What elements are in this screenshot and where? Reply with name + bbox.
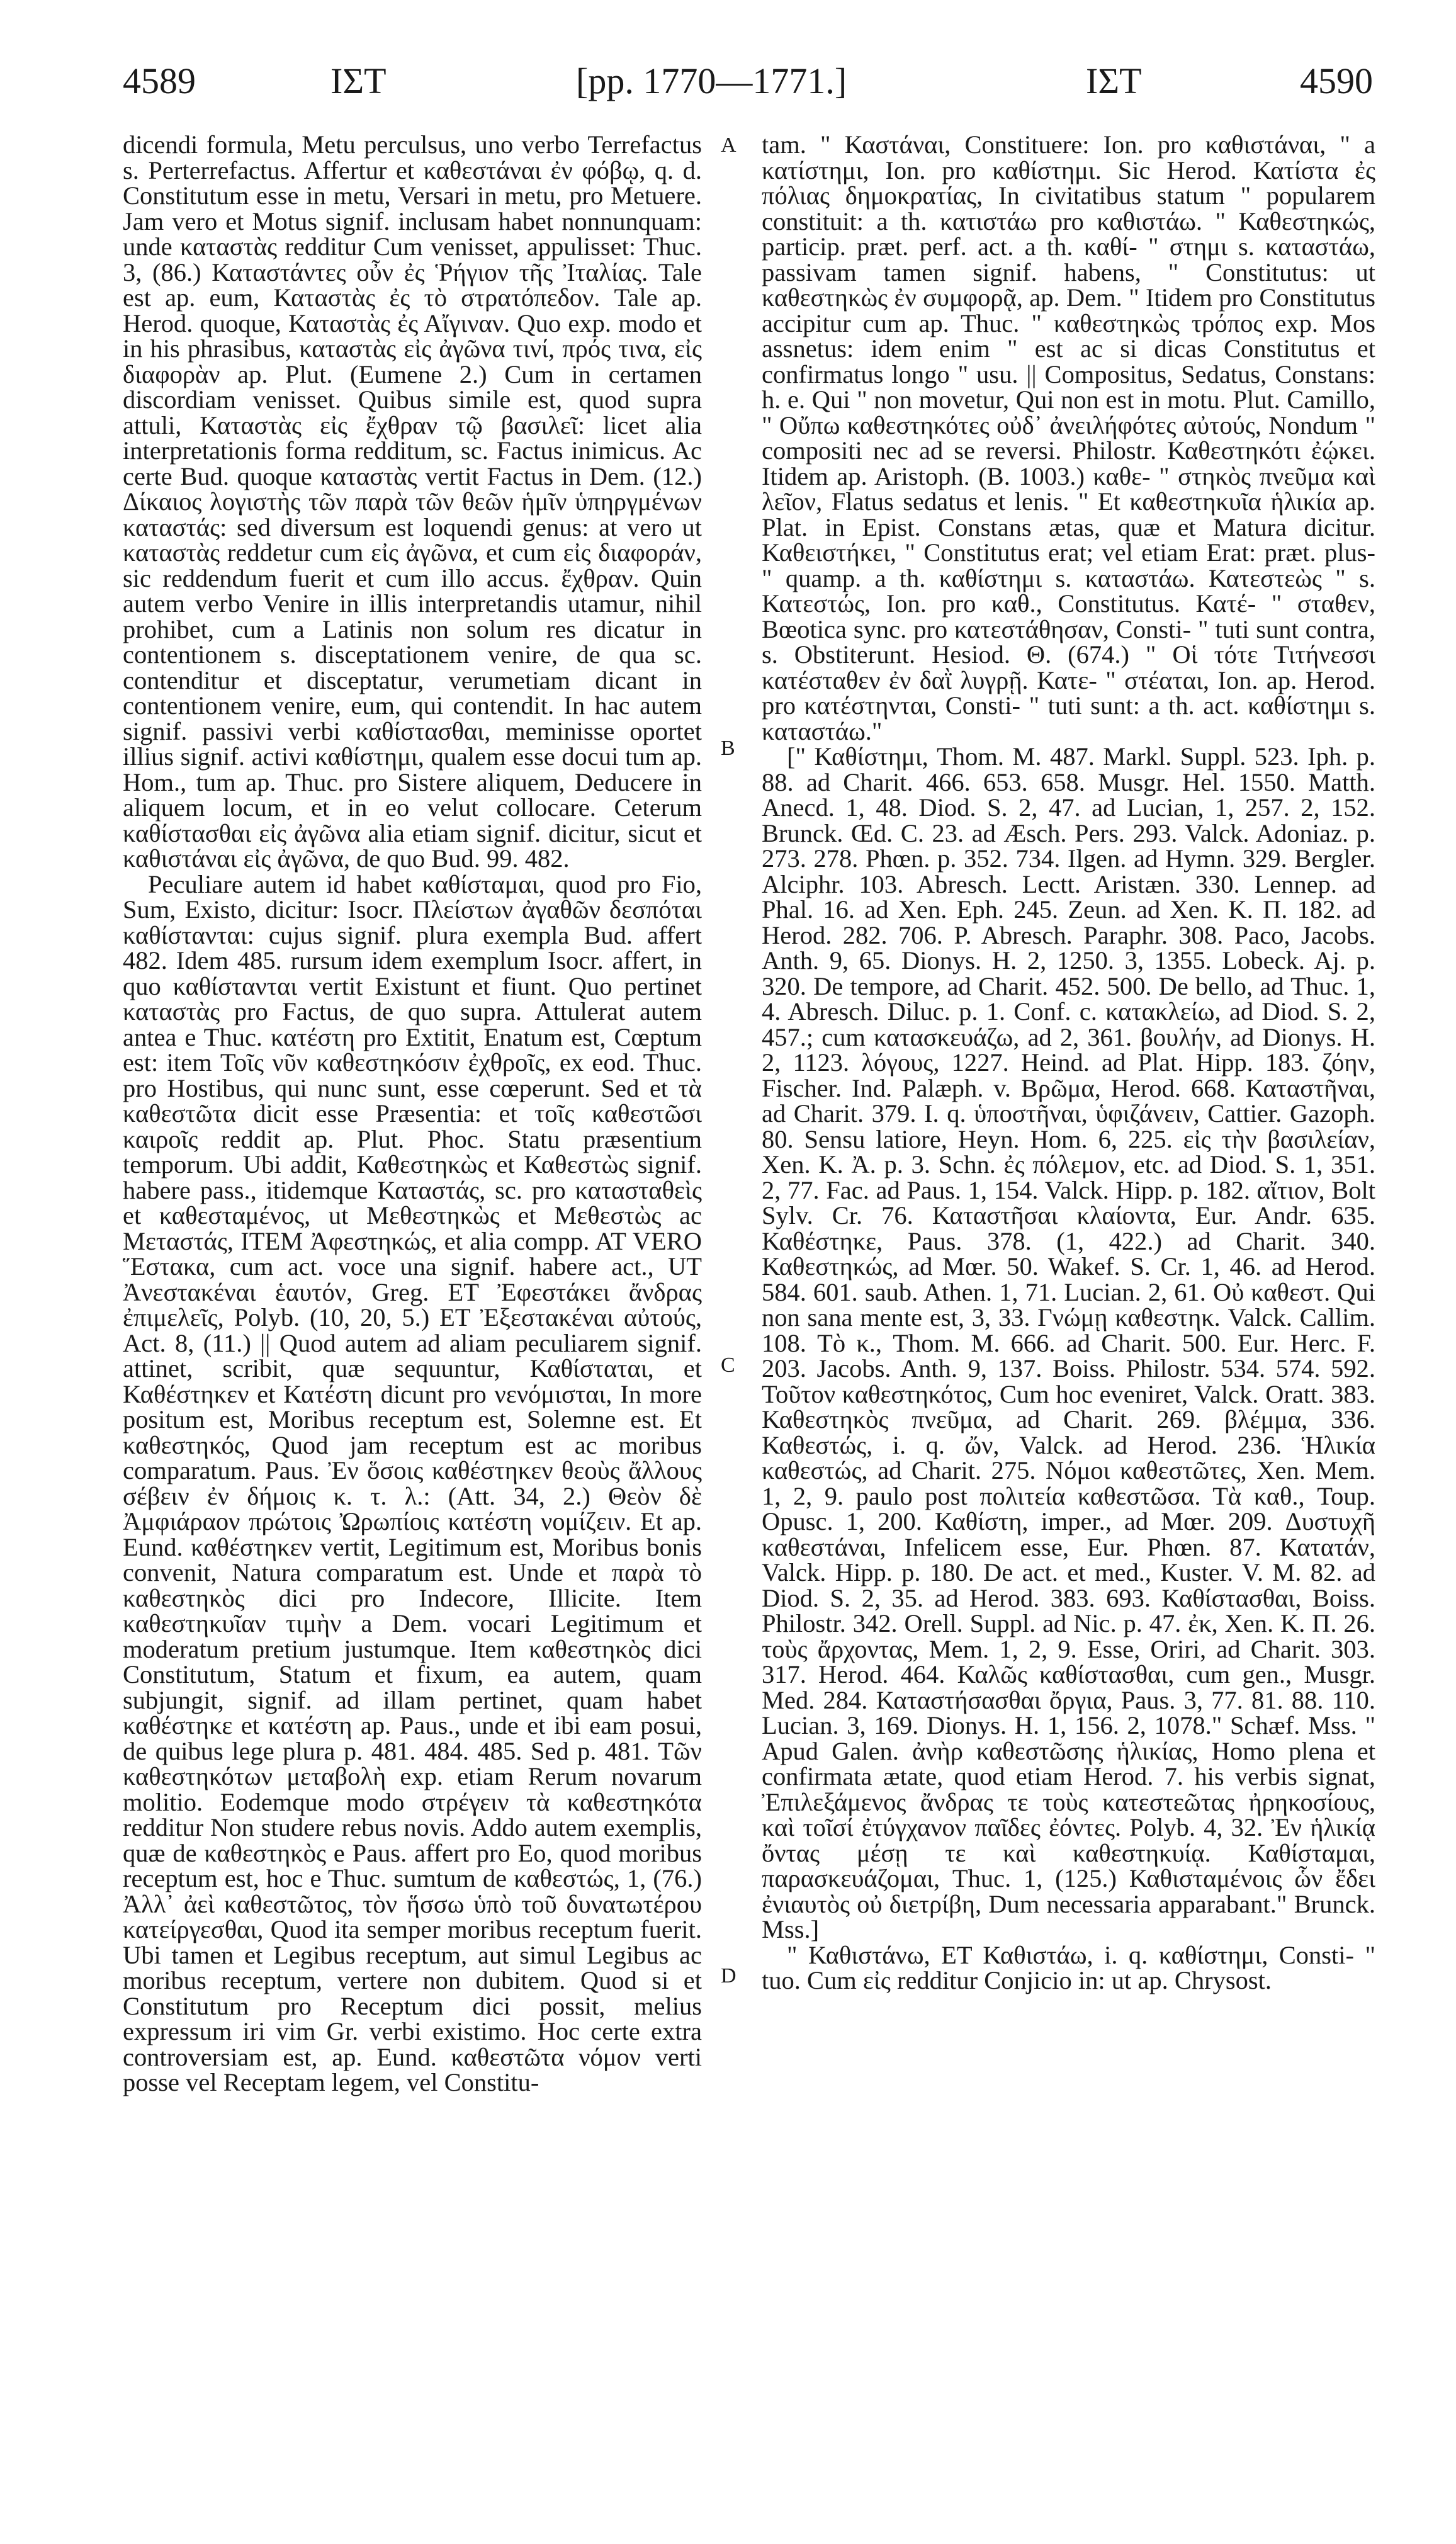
left-running-head: ΙΣΤ [330, 60, 387, 101]
paragraph: dicendi formula, Metu perculsus, uno verbo Terrefactus s. Perterrefactus. Affertur et καθεστάναι ἐν φόβῳ, q. d. Constitutum esse in metu, Versari in metu, pro Metuere. Jam vero et Motus signif. inclusam habet nonnunquam: unde καταστὰς redditur Cum venisset, appulisset: Thuc. 3, (86.) Καταστάντες οὖν ἐς Ῥήγιον τῆς Ἰταλίας. Tale est ap. eum, Καταστὰς ἐς τὸ στρατόπεδον. Tale ap. Herod. quoque, Καταστὰς ἐς Αἴγιναν. Quo exp. modo et in his phrasibus, καταστὰς εἰς ἀγῶνα τινί, πρός τινα, εἰς διαφορὰν ap. Plut. (Eumene 2.) Cum in certamen discordiam venisset. Quibus simile est, quod supra attuli, Καταστὰς εἰς ἔχθραν τῷ βασιλεῖ: licet alia interpretationis forma redditum, sc. Factus inimicus. Ac certe Bud. quoque καταστὰς vertit Factus in Dem. (12.) Δίκαιος λογιστὴς τῶν παρὰ τῶν θεῶν ἡμῖν ὑπηργμένων καταστάς: sed diversum est loquendi genus: at vero ut καταστὰς reddetur cum εἰς ἀγῶνα, et cum εἰς διαφοράν, sic reddendum fuerit et cum illo accus. ἔχθραν. Quin autem verbo Venire in illis interpretandis utamur, nihil prohibet, cum a Latinis non solum res dicatur in contentionem s. disceptationem venire, de qua sc. contenditur et disceptatur, verumetiam dicant in contentionem venire, eum, qui contendit. In hac autem signif. passivi verbi καθίστασθαι, meminisse oportet illius signif. activi καθίστημι, qualem esse docui tum ap. Hom., tum ap. Thuc. pro Sistere aliquem, Deducere in aliquem locum, et in eo velut collocare. Ceterum καθίστασθαι εἰς ἀγῶνα alia etiam signif. dicitur, sicut et καθιστάναι εἰς ἀγῶνα, de quo Bud. 99. 482. [123, 132, 702, 873]
section-marker-a: A [721, 133, 736, 157]
section-marker-d: D [721, 1964, 736, 1987]
left-page-number: 4589 [123, 60, 196, 101]
running-header [123, 60, 1375, 116]
section-marker-c: C [721, 1354, 735, 1377]
right-running-head: ΙΣΤ [1086, 60, 1142, 101]
paragraph: Peculiare autem id habet καθίσταμαι, quod pro Fio, Sum, Existo, dicitur: Isocr. Πλείστων ἀγαθῶν δεσπόται καθίστανται: cujus signif. plura exempla Bud. affert 482. Idem 485. rursum idem exemplum Isocr. affert, in quo καθίστανται vertit Existunt et fiunt. Quo pertinet καταστὰς pro Factus, de quo supra. Attulerat autem antea e Thuc. κατέστη pro Extitit, Enatum est, Cœptum est: item Τοῖς νῦν καθεστηκόσιν ἐχθροῖς, ex eod. Thuc. pro Hostibus, qui nunc sunt, esse cœperunt. Sed et τὰ καθεστῶτα dicit esse Præsentia: et τοῖς καθεστῶσι καιροῖς reddit ap. Plut. Phoc. Statu præsentium temporum. Ubi addit, Καθεστηκὼς et Καθεστὼς signif. habere pass., itidemque Καταστάς, sc. pro κατασταθεὶς et καθεσταμένος, ut Μεθεστηκὼς et Μεθεστὼς ac Μεταστάς, ITEM Ἀφεστηκώς, et alia compp. AT VERO Ἕστακα, cum act. voce una signif. habere act., UT Ἀνεστακέναι ἑαυτόν, Greg. ET Ἐφεστάκει ἄνδρας ἐπιμελεῖς, Polyb. (10, 20, 5.) ET Ἐξεστακέναι αὐτούς, Act. 8, (11.) || Quod autem ad aliam peculiarem signif. attinet, scribit, quæ sequuntur, Καθίσταται, et Καθέστηκεν et Κατέστη dicunt pro νενόμισται, In more positum est, Moribus receptum est, Solemne est. Et καθεστηκός, Quod jam receptum est ac moribus comparatum. Paus. Ἐν ὅσοις καθέστηκεν θεοὺς ἄλλους σέβειν ἐν δήμοις κ. τ. λ.: (Att. 34, 2.) Θεὸν δὲ Ἀμφιάραον πρώτοις Ὠρωπίοις κατέστη νομίζειν. Et ap. Eund. καθέστηκεν vertit, Legitimum est, Moribus bonis convenit, Natura comparatum est. Unde et παρὰ τὸ καθεστηκὸς dici pro Indecore, Illicite. Item καθεστηκυῖαν τιμὴν a Dem. vocari Legitimum et moderatum pretium justumque. Item καθεστηκὸς dici Constitutum, Statum et fixum, ea autem, quam subjungit, signif. ad illam pertinet, quam habet καθέστηκε et κατέστη ap. Paus., unde et ibi eam posui, de quibus lege plura p. 481. 484. 485. Sed p. 481. Τῶν καθεστηκότων μεταβολὴ exp. etiam Rerum novarum molitio. Eodemque modo στρέγειν τὰ καθεστηκότα redditur Non studere rebus novis. Addo autem exemplis, quæ de καθεστηκὸς e Paus. affert pro Eo, quod moribus receptum est, hoc e Thuc. sumtum de καθεστώς, 1, (76.) Ἀλλ᾽ ἀεὶ καθεστῶτος, τὸν ἥσσω ὑπὸ τοῦ δυνατωτέρου κατείργεσθαι, Quod ita semper moribus receptum fuerit. Ubi tamen et Legibus receptum, aut simul Legibus ac moribus receptum, vertere non dubitem. Quod si et Constitutum pro Receptum dici possit, melius expressum iri vim Gr. verbi existimo. Hoc certe extra controversiam est, ap. Eund. καθεστῶτα νόμον verti posse vel Receptam legem, vel Constitu- [123, 869, 702, 2096]
right-column [762, 132, 1375, 2487]
right-page-number: 4590 [1300, 60, 1373, 101]
paragraph: [" Καθίστημι, Thom. M. 487. Markl. Suppl. 523. Iph. p. 88. ad Charit. 466. 653. 658. Musgr. Hel. 1550. Matth. Anecd. 1, 48. Diod. S. 2, 47. ad Lucian, 1, 257. 2, 152. Brunck. Œd. C. 23. ad Æsch. Pers. 293. Valck. Adoniaz. p. 273. 278. Phœn. p. 352. 734. Ilgen. ad Hymn. 329. Bergler. Alciphr. 103. Abresch. Lectt. Aristæn. 330. Lennep. ad Phal. 16. ad Xen. Eph. 245. Zeun. ad Xen. K. Π. 182. ad Herod. 282. 706. P. Abresch. Paraphr. 308. Paco, Jacobs. Anth. 9, 65. Dionys. H. 2, 1250. 3, 1355. Lobeck. Aj. p. 320. De tempore, ad Charit. 452. 500. De bello, ad Thuc. 1, 4. Abresch. Diluc. p. 1. Conf. c. κατακλείω, ad Diod. S. 2, 457.; cum κατασκευάζω, ad 2, 361. βουλήν, ad Dionys. H. 2, 1123. λόγους, 1227. Heind. ad Plat. Hipp. 183. ζόην, Fischer. Ind. Palæph. v. Βρῶμα, Herod. 668. Καταστῆναι, ad Charit. 379. I. q. ὑποστῆναι, ὑφιζάνειν, Cattier. Gazoph. 80. Sensu latiore, Heyn. Hom. 6, 225. εἰς τὴν βασιλείαν, Xen. K. Ἀ. p. 3. Schn. ἐς πόλεμον, etc. ad Diod. S. 1, 351. 2, 77. Fac. ad Paus. 1, 154. Valck. Hipp. p. 182. αἴτιον, Bolt Sylv. Cr. 76. Καταστῆσαι κλαίοντα, Eur. Andr. 635. Καθέστηκε, Paus. 378. (1, 422.) ad Charit. 340. Καθεστηκώς, ad Mœr. 50. Wakef. S. Cr. 1, 46. ad Herod. 584. 601. saub. Athen. 1, 71. Lucian. 2, 61. Οὐ καθεστ. Qui non sana mente est, 3, 33. Γνώμῃ καθεστηκ. Valck. Callim. 108. Τὸ κ., Thom. M. 666. ad Charit. 500. Eur. Herc. F. 203. Jacobs. Anth. 9, 137. Boiss. Philostr. 534. 574. 592. Τοῦτον καθεστηκότος, Cum hoc eveniret, Valck. Oratt. 383. Καθεστηκὸς πνεῦμα, ad Charit. 269. βλέμμα, 336. Καθεστώς, i. q. ὤν, Valck. ad Herod. 236. Ἡλικία καθεστώς, ad Charit. 275. Νόμοι καθεστῶτες, Xen. Mem. 1, 2, 9. paulo post πολιτεία καθεστῶσα. Τὰ καθ., Toup. Opusc. 1, 200. Καθίστη, imper., ad Mœr. 209. Δυστυχῆ καθεστάναι, Infelicem esse, Eur. Phœn. 87. Κατατάν, Valck. Hipp. p. 180. De act. et med., Kuster. V. M. 82. ad Diod. S. 2, 35. ad Herod. 383. 693. Καθίστασθαι, Boiss. Philostr. 342. Orell. Suppl. ad Nic. p. 47. ἐκ, Xen. K. Π. 26. τοὺς ἄρχοντας, Mem. 1, 2, 9. Esse, Oriri, ad Charit. 303. 317. Herod. 464. Καλῶς καθίστασθαι, cum gen., Musgr. Med. 284. Καταστήσασθαι ὄργια, Paus. 3, 77. 81. 88. 110. Lucian. 3, 169. Dionys. H. 1, 156. 2, 1078." Schæf. Mss. " Apud Galen. ἀνὴρ καθεστῶσης ἡλικίας, Homo plena et confirmata ætate, quod etiam Herod. 7. his verbis signat, Ἐπιλεξάμενος ἄνδρας τε τοὺς κατεστεῶτας ἠρηκοσίους, καὶ τοῖσί ἐτύγχανον παῖδες ἐόντες. Polyb. 4, 32. Ἐν ἡλικίᾳ ὄντας μέσῃ τε καὶ καθεστηκυίᾳ. Καθίσταμαι, παρασκευάζομαι, Thuc. 1, (125.) Καθισταμένοις ὧν ἔδει ἐνιαυτὸς οὐ διετρίβη, Dum necessaria apparabant." Brunck. Mss.] [762, 742, 1375, 1943]
paragraph: tam. " Καστάναι, Constituere: Ion. pro καθιστάναι, " a κατίστημι, Ion. pro καθίστημι. Sic Herod. Κατίστα ἐς πόλιας δημοκρατίας, In civitatibus statum " popularem constituit: a th. κατιστάω pro καθιστάω. " Καθεστηκώς, particip. præt. perf. act. a th. καθί- " στημι s. καταστάω, passivam tamen signif. habens, " Constitutus: ut καθεστηκὼς ἐν συμφορᾷ, ap. Dem. " Itidem pro Constitutus accipitur cum ap. Thuc. " καθεστηκὼς τρόπος exp. Mos assnetus: idem enim " est ac si dicas Constitutus et confirmatus longo " usu. || Compositus, Sedatus, Constans: h. e. Qui " non movetur, Qui non est in motu. Plut. Camillo, " Οὔπω καθεστηκότες οὐδ᾽ ἀνειλήφότες αὐτούς, Nondum " compositi nec ad se reversi. Philostr. Καθεστηκότι ἐῴκει. Itidem ap. Aristoph. (B. 1003.) καθε- " στηκὸς πνεῦμα καὶ λεῖον, Flatus sedatus et lenis. " Et καθεστηκυῖα ἡλικία ap. Plat. in Epist. Constans ætas, quæ et Matura dicitur. Καθειστήκει, " Constitutus erat; vel etiam Erat: præt. plus- " quamp. a th. καθίστημι s. καταστάω. Κατεστεὼς " s. Κατεστώς, Ion. pro καθ., Constitutus. Κατέ- " σταθεν, Bœotica sync. pro κατεστάθησαν, Consti- " tuti sunt contra, s. Obstiterunt. Hesiod. Θ. (674.) " Οἱ τότε Τιτήνεσσι κατέσταθεν ἐν δαῒ λυγρῇ. Κατε- " στέαται, Ion. ap. Herod. pro κατέστηνται, Consti- " tuti sunt: a th. act. καθίστημι s. καταστάω." [762, 132, 1375, 745]
paragraph: " Καθιστάνω, ET Καθιστάω, i. q. καθίστημι, Consti- " tuo. Cum εἰς redditur Conjicio in: ut ap. Chrysost. [762, 1940, 1375, 1994]
left-column [123, 132, 702, 2487]
section-marker-b: B [721, 737, 735, 760]
page-range: [pp. 1770—1771.] [576, 60, 847, 101]
